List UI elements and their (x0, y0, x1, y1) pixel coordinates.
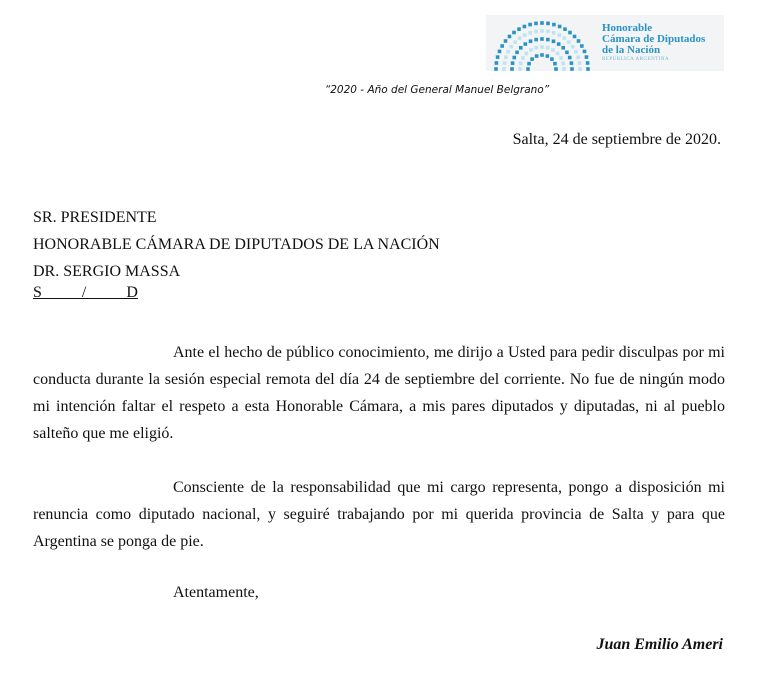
logo-line-4: REPÚBLICA ARGENTINA (602, 57, 670, 62)
closing: Atentamente, (173, 584, 259, 601)
chamber-logo (486, 15, 724, 71)
logo-line-3: de la Nación (602, 44, 661, 56)
addressee-line-3: DR. SERGIO MASSA (33, 263, 181, 280)
logo-text (602, 23, 705, 63)
logo-line-1: Honorable (602, 22, 653, 34)
addressee-line-2: HONORABLE CÁMARA DE DIPUTADOS DE LA NACIÓN (33, 236, 440, 253)
year-motto: “2020 - Año del General Manuel Belgrano” (324, 84, 550, 96)
body-paragraph-2: Consciente de la responsabilidad que mi cargo representa, pongo a disposición mi renuncia como diputado nacional, y seguiré trabajando por mi querida provincia de Salta y para que Argentina se ponga de pie. (33, 479, 725, 550)
parliament-seats-icon (488, 15, 596, 71)
body-paragraph-1: Ante el hecho de público conocimiento, me dirijo a Usted para pedir disculpas por mi conducta durante la sesión especial remota del día 24 de septiembre del corriente. No fue de ningún modo mi intención faltar el respeto a esta Honorable Cámara, a mis pares diputados y diputadas, ni al pueblo salteño que me eligió. (33, 344, 725, 442)
addressee-block (33, 204, 440, 285)
letter-date: Salta, 24 de septiembre de 2020. (512, 131, 721, 148)
addressee-line-1: SR. PRESIDENTE (33, 209, 157, 226)
logo-line-2: Cámara de Diputados (602, 33, 706, 45)
signature: Juan Emilio Ameri (596, 636, 723, 653)
sd-salutation: S / D (33, 284, 138, 301)
